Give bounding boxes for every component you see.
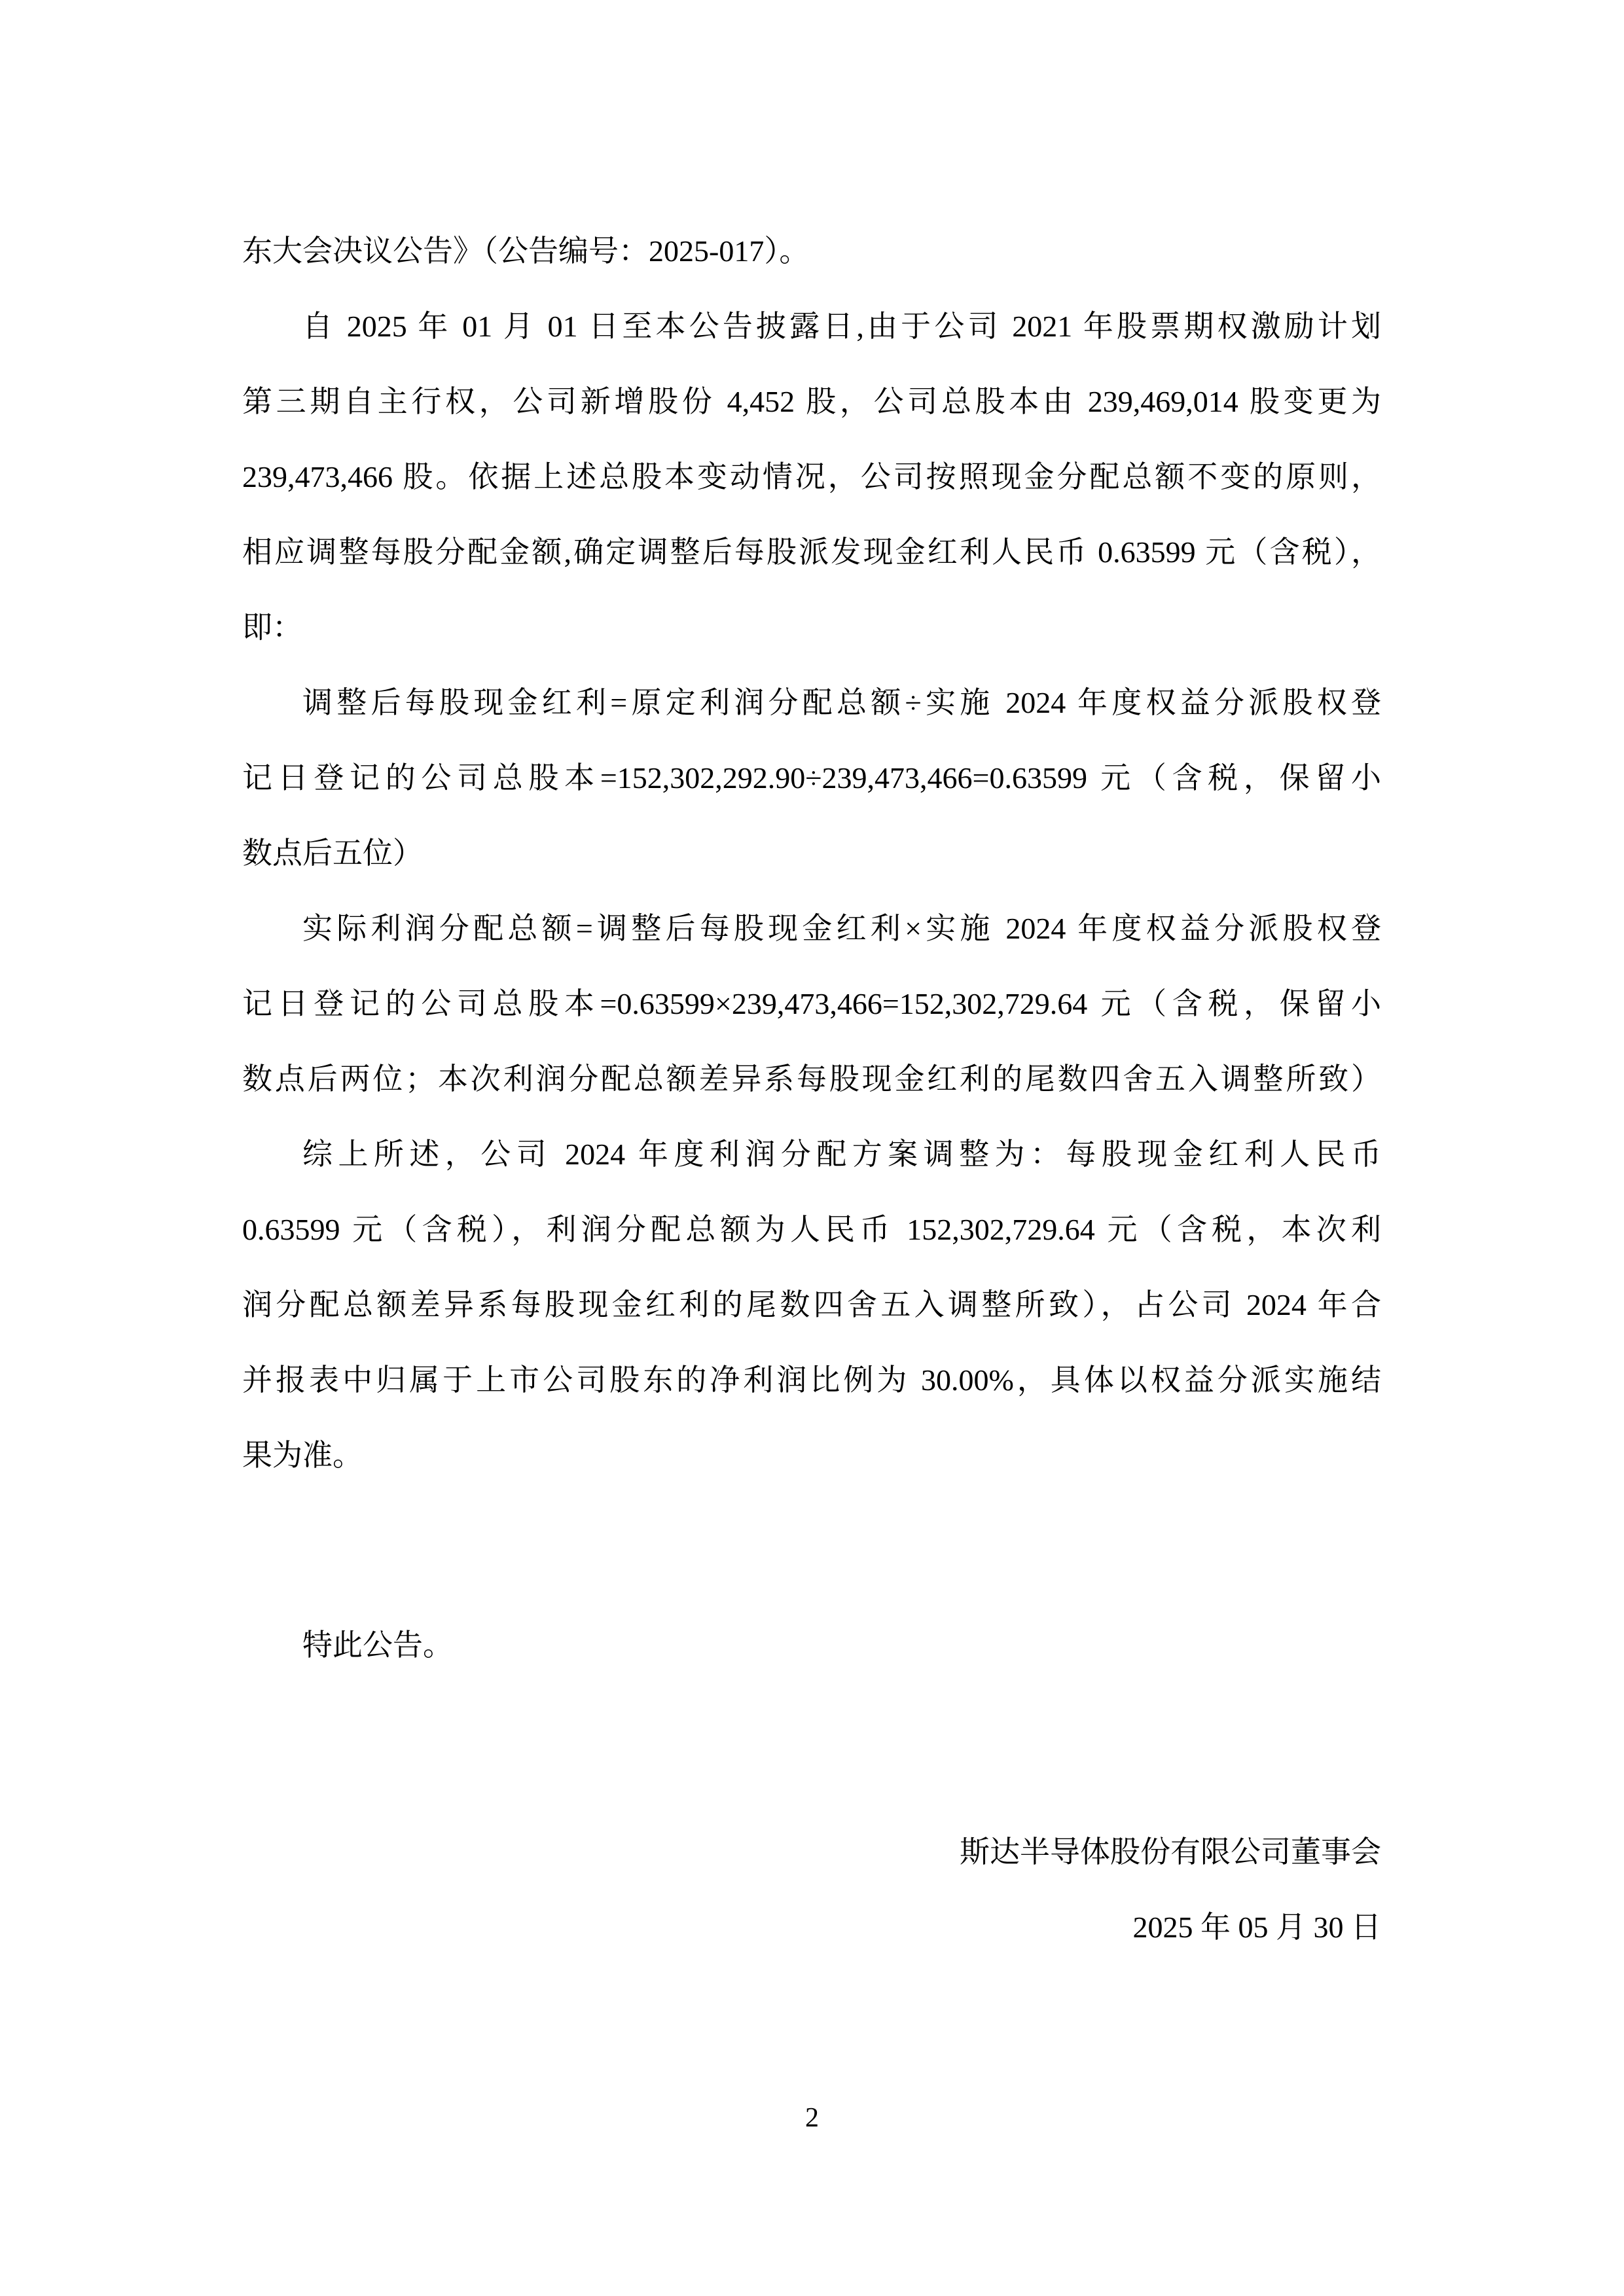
text-line: 即： [242,611,302,644]
date-line: 2025 年 05 月 30 日 [1132,1910,1381,1944]
text-line: 数点后五位） [242,836,423,870]
text-line: 实际利润分配总额=调整后每股现金红利×实施 2024 年度权益分派股权登 [302,912,1381,945]
signature-line: 斯达半导体股份有限公司董事会 [960,1835,1381,1869]
text-line: 润分配总额差异系每股现金红利的尾数四舍五入调整所致），占公司 2024 年合 [242,1288,1381,1321]
closing-line: 特此公告。 [302,1628,453,1662]
text-line: 0.63599 元（含税），利润分配总额为人民币 152,302,729.64 元（含税，本次利 [242,1213,1381,1246]
text-line: 调整后每股现金红利=原定利润分配总额÷实施 2024 年度权益分派股权登 [302,686,1381,719]
text-line: 相应调整每股分配金额,确定调整后每股派发现金红利人民币 0.63599 元（含税）， [242,535,1381,569]
text-line: 第三期自主行权，公司新增股份 4,452 股，公司总股本由 239,469,014 股变更为 [242,385,1381,418]
text-line: 东大会决议公告》（公告编号：2025-017）。 [242,234,810,268]
text-line: 综上所述，公司 2024 年度利润分配方案调整为：每股现金红利人民币 [302,1138,1381,1171]
text-line: 记日登记的公司总股本=152,302,292.90÷239,473,466=0.63599 元（含税，保留小 [242,761,1381,795]
text-line: 自 2025 年 01 月 01 日至本公告披露日,由于公司 2021 年股票期权激励计划 [302,310,1381,343]
document-body [0,213,1624,1965]
text-line: 果为准。 [242,1439,363,1472]
text-line: 记日登记的公司总股本=0.63599×239,473,466=152,302,729.64 元（含税，保留小 [242,987,1381,1020]
text-line: 239,473,466 股。依据上述总股本变动情况，公司按照现金分配总额不变的原则， [242,460,1381,493]
page-number: 2 [805,2103,819,2133]
text-line: 数点后两位；本次利润分配总额差异系每股现金红利的尾数四舍五入调整所致） [242,1062,1381,1096]
text-line: 并报表中归属于上市公司股东的净利润比例为 30.00%，具体以权益分派实施结 [242,1363,1381,1397]
